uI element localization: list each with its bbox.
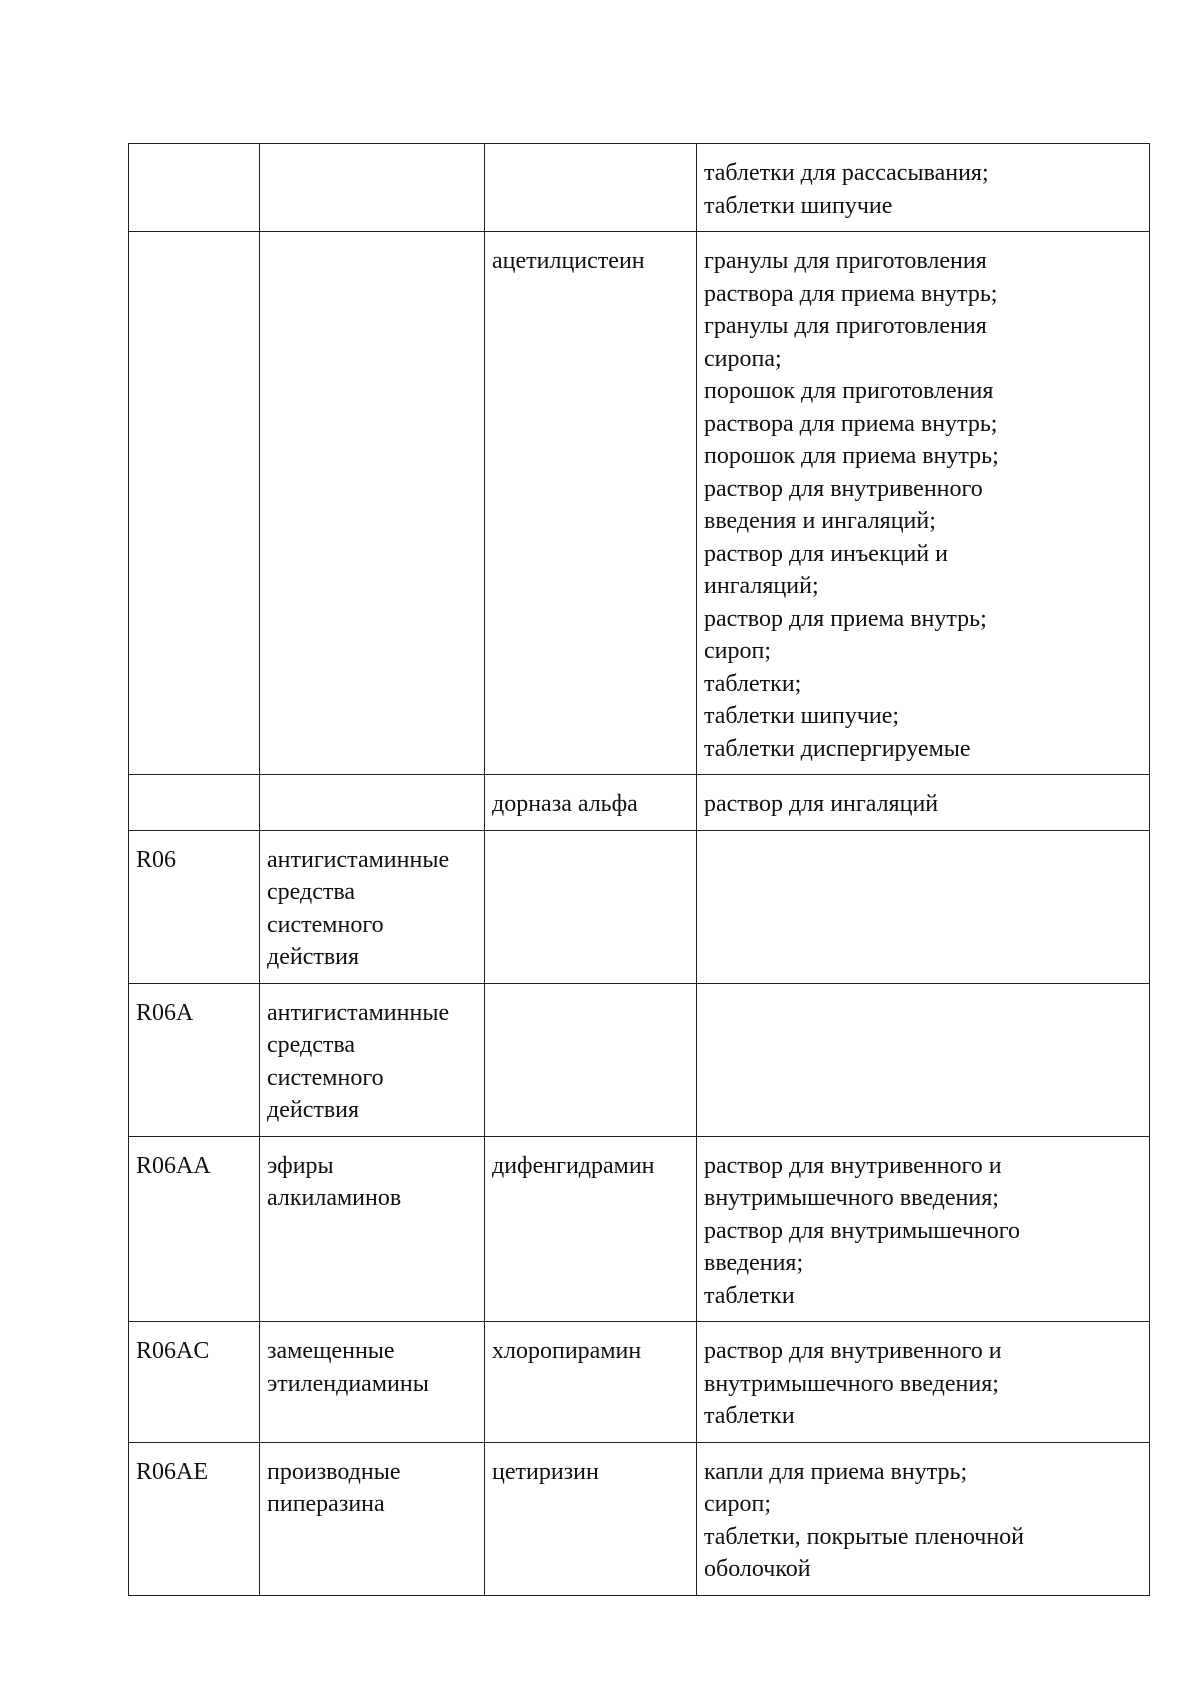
table-row [129,1442,1150,1595]
table-row [129,1322,1150,1443]
cell-text-line: раствора для приема внутрь; [704,410,998,437]
cell-text: R06AA [136,1152,211,1179]
cell-text: R06AE [136,1458,208,1485]
atc-code-cell [129,144,260,232]
cell-text-line: дорназа альфа [492,791,638,817]
cell-text-line: раствор для внутривенного и [704,1338,1002,1364]
atc-code-cell [129,232,260,775]
anatomical-group-cell [260,1136,485,1322]
dosage-forms-cell [697,983,1150,1136]
cell-text-line: таблетки диспергируемые [704,735,971,762]
dosage-forms-cell [697,144,1150,232]
cell-text-line: цетиризин [492,1458,599,1485]
table-row [129,830,1150,983]
anatomical-group-cell [260,1322,485,1443]
substance-cell [485,232,697,775]
medication-table [128,143,1150,1596]
cell-text-line: оболочкой [704,1556,811,1582]
substance-cell [485,775,697,831]
atc-code-cell [129,775,260,831]
table-row [129,232,1150,775]
cell-text-line: ацетилцистеин [492,248,645,274]
cell-text-line: ингаляций; [704,573,819,599]
cell-text: R06 [136,846,177,873]
cell-text-line: системного [267,911,384,938]
cell-text-line: хлоропирамин [492,1338,642,1364]
anatomical-group-cell [260,144,485,232]
cell-text-line: таблетки для рассасывания; [704,160,989,186]
atc-code-cell [129,1442,260,1595]
substance-cell [485,1442,697,1595]
cell-text-line: раствор для инъекций и [704,540,948,567]
cell-text-line: раствор для ингаляций [704,791,939,817]
cell-text-line: раствор для внутривенного [704,475,983,502]
cell-text-line: раствора для приема внутрь; [704,280,998,307]
table-row [129,144,1150,232]
cell-text-line: средства [267,1032,356,1058]
dosage-forms-cell [697,232,1150,775]
cell-text-line: раствор для внутривенного и [704,1152,1002,1179]
cell-text-line: таблетки, покрытые пленочной [704,1523,1025,1550]
cell-text-line: раствор для приема внутрь; [704,605,987,632]
cell-text-line: эфиры [267,1152,334,1179]
atc-code-cell [129,1136,260,1322]
cell-text-line: антигистаминные [267,999,450,1026]
cell-text-line: порошок для приготовления [704,378,994,404]
cell-text-line: гранулы для приготовления [704,313,987,339]
table-row [129,1136,1150,1322]
cell-text-line: раствор для внутримышечного [704,1217,1020,1244]
table-row [129,983,1150,1136]
substance-cell [485,1136,697,1322]
cell-text-line: введения и ингаляций; [704,508,936,534]
cell-text-line: введения; [704,1250,804,1276]
cell-text-line: сироп; [704,638,772,664]
substance-cell [485,144,697,232]
substance-cell [485,983,697,1136]
cell-text-line: действия [267,944,360,970]
cell-text-line: дифенгидрамин [492,1152,655,1179]
table-body [129,144,1150,1596]
cell-text-line: таблетки [704,1282,795,1309]
cell-text-line: антигистаминные [267,846,450,873]
anatomical-group-cell [260,232,485,775]
anatomical-group-cell [260,1442,485,1595]
cell-text-line: замещенные [267,1338,395,1364]
substance-cell [485,830,697,983]
cell-text: R06AC [136,1338,210,1364]
cell-text-line: алкиламинов [267,1185,402,1211]
dosage-forms-cell [697,1136,1150,1322]
cell-text-line: средства [267,879,356,905]
cell-text-line: таблетки шипучие [704,192,893,219]
cell-text-line: сиропа; [704,345,782,372]
atc-code-cell [129,983,260,1136]
dosage-forms-cell [697,775,1150,831]
cell-text-line: таблетки [704,1403,795,1429]
table-row [129,775,1150,831]
cell-text-line: внутримышечного введения; [704,1370,999,1397]
dosage-forms-cell [697,1442,1150,1595]
cell-text-line: порошок для приема внутрь; [704,443,999,469]
dosage-forms-cell [697,830,1150,983]
cell-text-line: таблетки; [704,670,802,697]
cell-text-line: производные [267,1458,401,1485]
cell-text-line: действия [267,1097,360,1123]
cell-text: R06A [136,999,194,1026]
atc-code-cell [129,830,260,983]
cell-text-line: системного [267,1064,384,1091]
cell-text-line: пиперазина [267,1491,385,1517]
cell-text-line: сироп; [704,1491,772,1517]
anatomical-group-cell [260,983,485,1136]
cell-text-line: таблетки шипучие; [704,703,900,729]
substance-cell [485,1322,697,1443]
cell-text-line: капли для приема внутрь; [704,1458,968,1485]
cell-text-line: внутримышечного введения; [704,1185,999,1211]
dosage-forms-cell [697,1322,1150,1443]
cell-text-line: гранулы для приготовления [704,248,987,274]
cell-text-line: этилендиамины [267,1370,429,1397]
atc-code-cell [129,1322,260,1443]
anatomical-group-cell [260,775,485,831]
anatomical-group-cell [260,830,485,983]
